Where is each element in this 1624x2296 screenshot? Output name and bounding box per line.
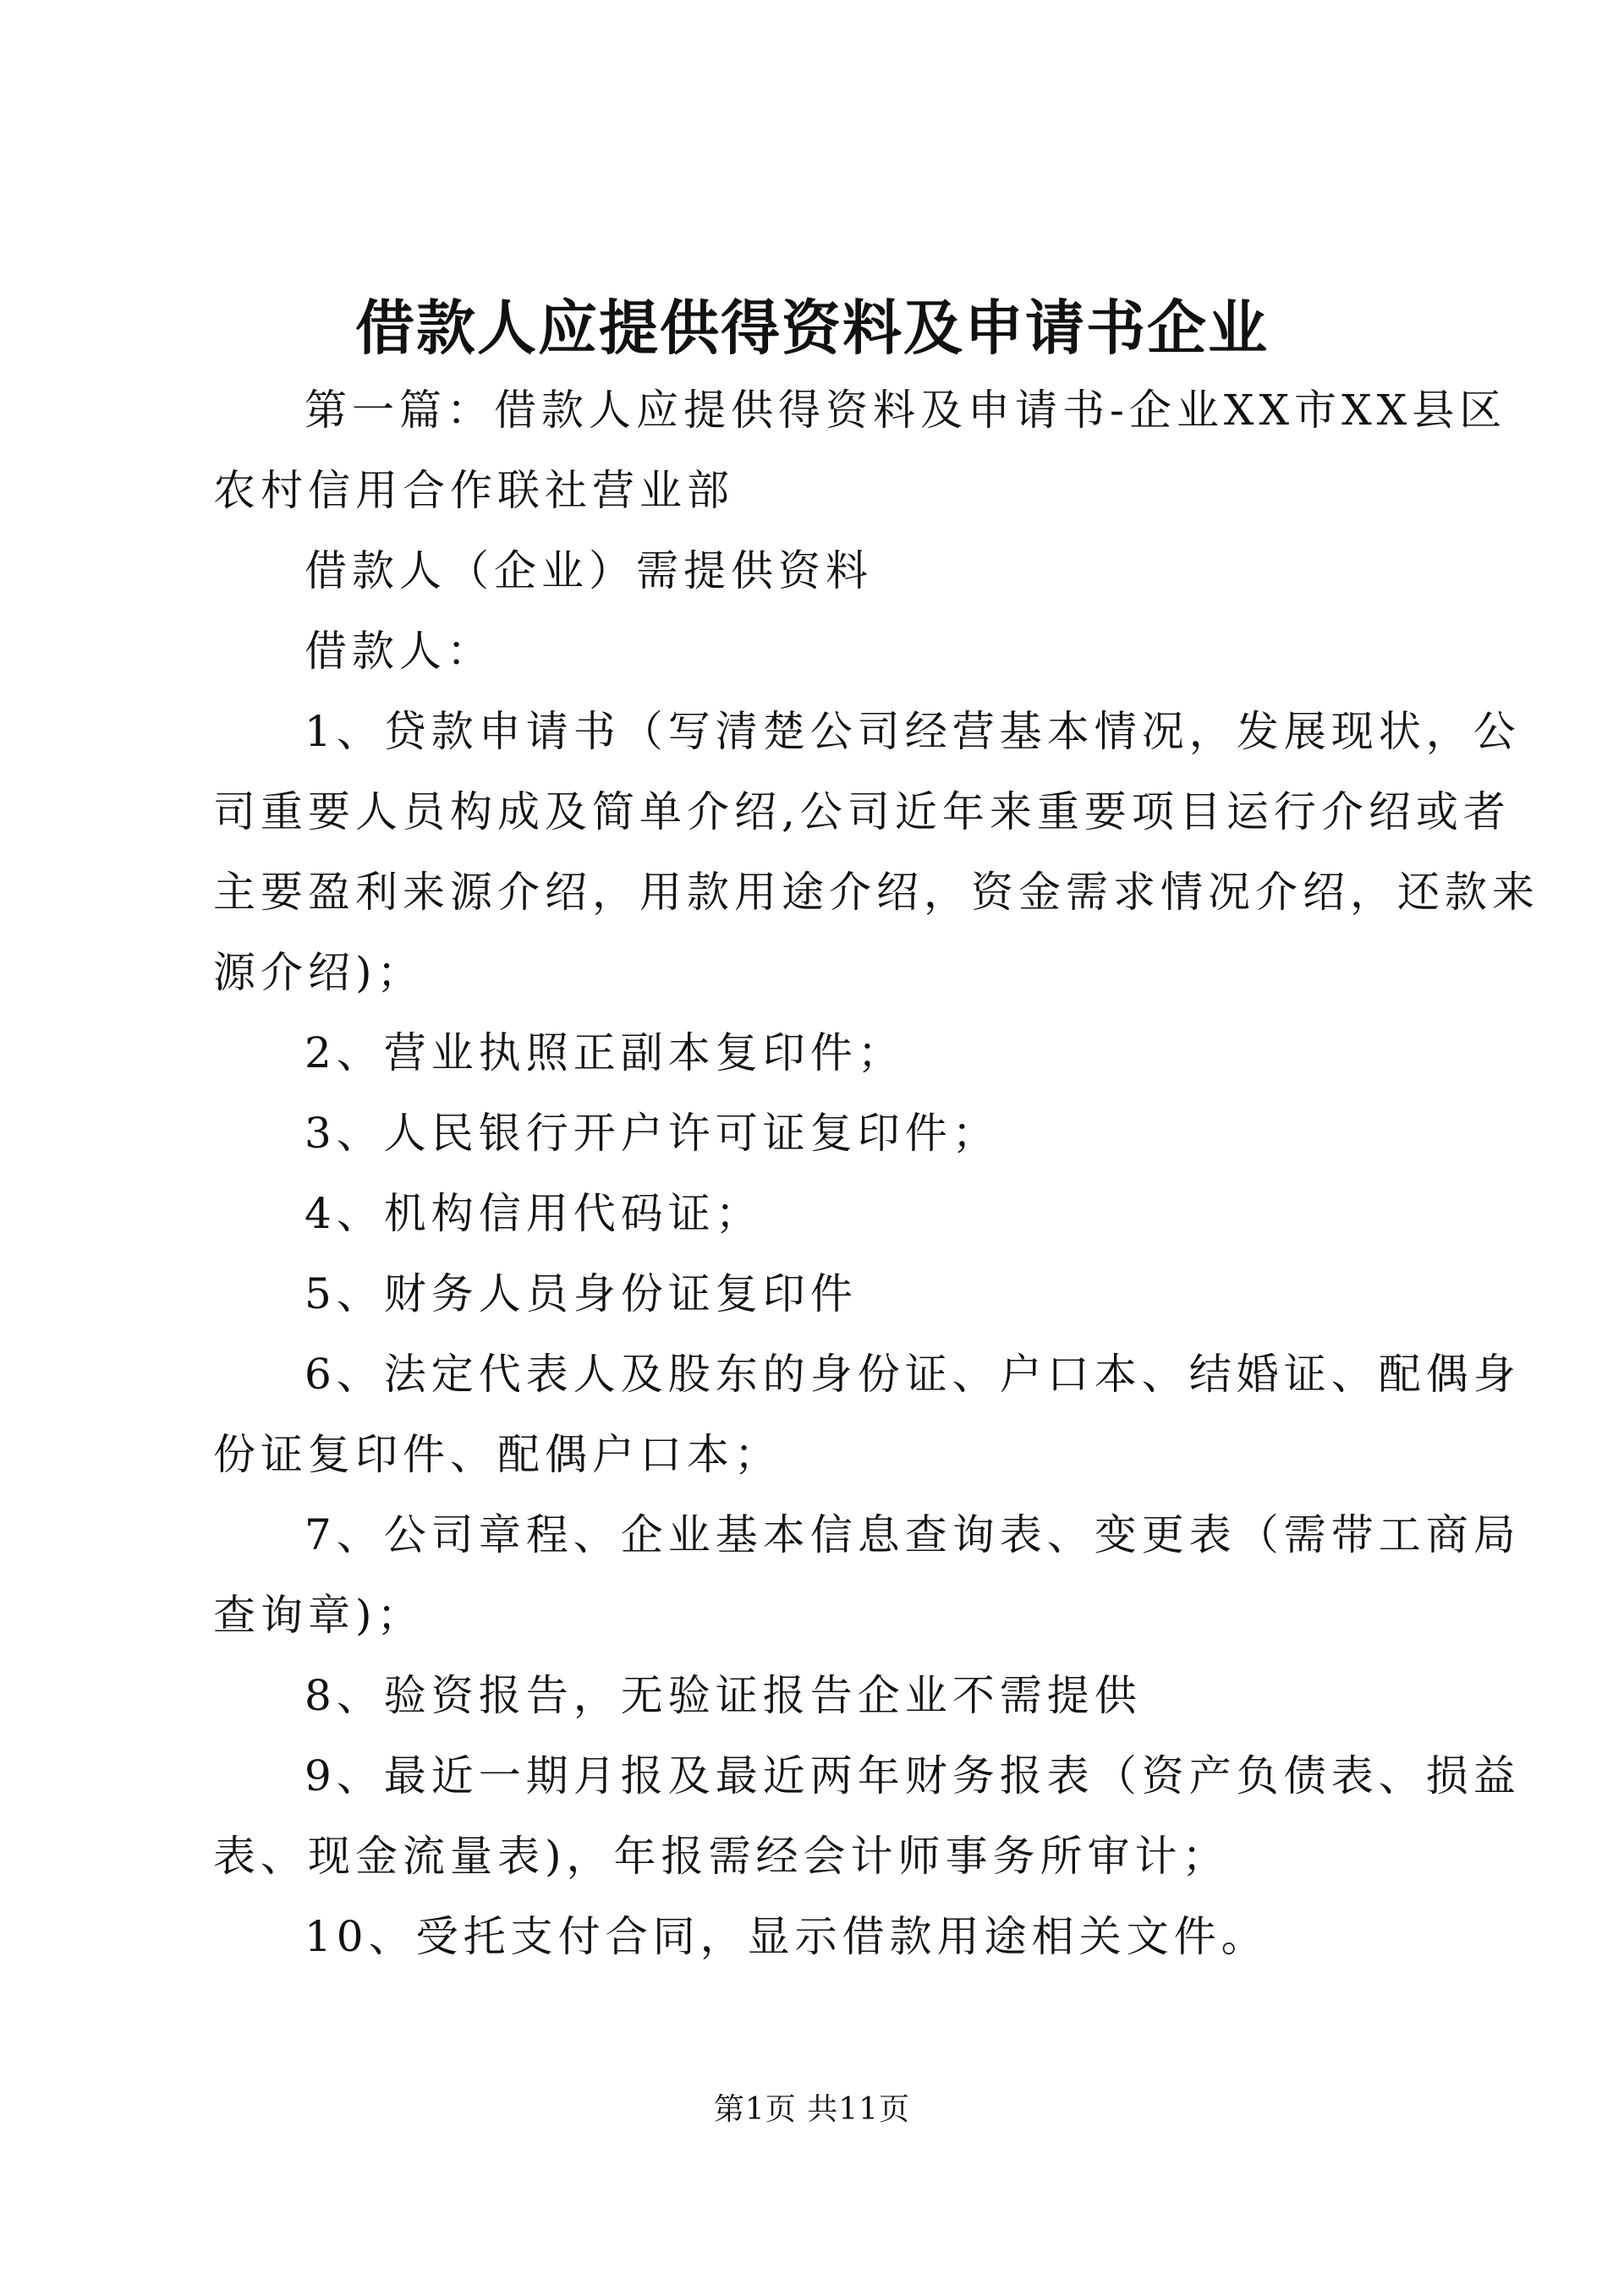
paragraph-line: 7、公司章程、企业基本信息查询表、变更表（需带工商局 — [304, 1510, 1521, 1559]
paragraph-line: 5、财务人员身份证复印件 — [304, 1269, 858, 1318]
paragraph-line: 第一篇：借款人应提供得资料及申请书-企业XX市XX县区 — [304, 386, 1507, 435]
paragraph-line: 10、受托支付合同，显示借款用途相关文件。 — [304, 1912, 1269, 1961]
document-title: 借款人应提供得资料及申请书企业 — [355, 293, 1269, 363]
paragraph-line: 4、机构信用代码证； — [304, 1189, 763, 1238]
page-number-footer: 第1页 共11页 — [713, 2092, 911, 2127]
paragraph-line: 表、现金流量表)，年报需经会计师事务所审计； — [213, 1832, 1230, 1881]
paragraph-line: 8、验资报告，无验证报告企业不需提供 — [304, 1671, 1142, 1720]
paragraph-line: 3、人民银行开户许可证复印件； — [304, 1109, 1000, 1158]
paragraph-line: 司重要人员构成及简单介绍,公司近年来重要项目运行介绍或者 — [213, 787, 1511, 836]
paragraph-line: 份证复印件、配偶户口本； — [213, 1430, 782, 1479]
paragraph-line: 农村信用合作联社营业部 — [213, 466, 734, 515]
paragraph-line: 2、营业执照正副本复印件； — [304, 1028, 905, 1077]
paragraph-line: 6、法定代表人及股东的身份证、户口本、结婚证、配偶身 — [304, 1350, 1521, 1399]
paragraph-line: 借款人（企业）需提供资料 — [304, 546, 873, 595]
paragraph-line: 1、贷款申请书（写清楚公司经营基本情况，发展现状，公 — [304, 707, 1521, 756]
paragraph-line: 查询章)； — [213, 1591, 425, 1640]
paragraph-line: 9、最近一期月报及最近两年财务报表（资产负债表、损益 — [304, 1751, 1521, 1800]
paragraph-line: 主要盈利来源介绍，用款用途介绍，资金需求情况介绍，还款来 — [213, 868, 1539, 917]
paragraph-line: 借款人： — [304, 627, 494, 676]
paragraph-line: 源介绍)； — [213, 948, 425, 997]
